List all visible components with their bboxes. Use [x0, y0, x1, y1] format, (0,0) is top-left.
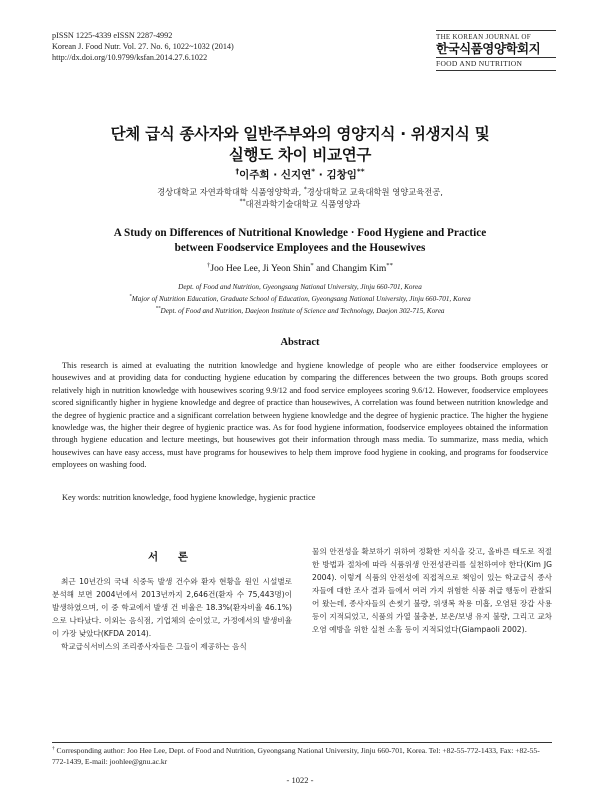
abstract-text: This research is aimed at evaluating the nutrition knowledge and hygiene knowledge of people who are either foodservice employees or housewives and at providing data for conducting hygiene education by comparing the differences between the two groups. Both groups scored relatively high in nutrition knowledge with housewives scoring 9.9/12 and food service employees scoring 9.6/12. However, foodservice employees scored significantly higher in hygiene knowledge and degree of practice than housewives, A correlation was found between nutrition knowledge and the degree of hygienic practice and a significant correlation between hygiene knowledge and the degree of hygienic practice. The higher the hygiene knowledge was, the higher their degree of hygienic practice was. As for food hygiene information, foodservice employees obtained the information through hygiene education and lecture meetings, but housewives got their information through mass media. To summarize, mass media, which housewives can have easy access, must have programs for housewives to help them improve food hygiene in cooking, and programs for foodservice employees on washing food.: [52, 361, 548, 470]
korean-authors: [0, 167, 600, 182]
paragraph: 물의 안전성을 확보하기 위하여 정확한 지식을 갖고, 올바른 태도로 적절한 방법과 절차에 따라 식품위생 안전성관리를 실천하여야 한다(Kim JG 2004). 이렇게 식품의 안전성에 직접적으로 책임이 있는 학교급식 종사자들에 대한 조사 결과 들에서 여러 가지 위험한 식품 취급 행동이 관찰되어 왔는데, 종사자들의 손씻기 불량, 위생복 착용 미흡, 오염된 장갑 사용 등이 지적되었고, 식품의 가열 불충분, 보온/보냉 유지 불량, 그리고 교차오염 예방을 위한 실천 소홀 등이 지적되었다(Giampaoli 2002).: [312, 547, 552, 634]
english-title-line1: A Study on Differences of Nutritional Knowledge · Food Hygiene and Practice: [113, 227, 487, 239]
author-mark: *: [311, 166, 316, 176]
affil-en-1: Dept. of Food and Nutrition, Gyeongsang National University, Jinju 660-701, Korea: [178, 283, 422, 291]
korean-title-line1: 단체 급식 종사자와 일반주부와의 영양지식 · 위생지식 및: [110, 125, 490, 143]
korean-title-line2: 실행도 차이 비교연구: [228, 146, 372, 164]
affil-mark: **: [239, 199, 246, 206]
affil-ko-2: 경상대학교 교육대학원 영양교육전공,: [306, 187, 443, 197]
footnote: [52, 745, 552, 767]
author-names: Joo Hee Lee, Ji Yeon Shin: [210, 264, 311, 274]
header-meta: [52, 30, 234, 63]
issn-line: pISSN 1225-4339 eISSN 2287-4992: [52, 31, 173, 40]
page-number: - 1022 -: [286, 775, 314, 785]
author-sep: ·: [315, 169, 327, 181]
affil-en-2: Major of Nutrition Education, Graduate School of Education, Gyeongsang National University, Jinju 660-701, Korea: [131, 295, 471, 303]
affil-en-3: Dept. of Food and Nutrition, Daejeon Institute of Science and Technology, Daejon 302-715, Korea: [160, 307, 445, 315]
affil-mark: *: [303, 187, 307, 194]
english-title: [50, 226, 550, 256]
doi-link[interactable]: http://dx.doi.org/10.9799/ksfan.2014.27.6.1022: [52, 53, 208, 62]
footnote-divider: [52, 742, 552, 743]
keywords: Key words: nutrition knowledge, food hygiene knowledge, hygienic practice: [62, 493, 316, 502]
journal-korean: 한국식품영양학회지: [436, 41, 541, 56]
affil-ko-1: 경상대학교 자연과학대학 식품영양학과,: [157, 187, 304, 197]
author-mark: †: [207, 261, 211, 269]
section-heading: 서 론: [148, 551, 196, 563]
affil-mark: **: [155, 306, 161, 312]
footnote-text: Corresponding author: Joo Hee Lee, Dept. of Food and Nutrition, Gyeongsang National University, Jinju 660-701, Korea. Tel: +82-55-772-1433, Fax: +82-55-772-1439, E-mail: joohlee@gnu.ac.kr: [52, 746, 540, 766]
affil-ko-3: 대전과학기술대학교 식품영양과: [245, 199, 361, 209]
author-mark: **: [356, 166, 365, 176]
affil-mark: *: [129, 294, 132, 300]
citation-line: Korean J. Food Nutr. Vol. 27. No. 6, 1022~1032 (2014): [52, 42, 234, 51]
right-column: [312, 545, 552, 636]
footnote-mark: †: [52, 745, 55, 752]
english-title-line2: between Foodservice Employees and the Housewives: [174, 242, 426, 254]
author-name: 김창임: [326, 169, 357, 181]
abstract-heading: Abstract: [280, 337, 320, 348]
english-affiliations: [40, 281, 560, 317]
author-mark: †: [235, 166, 240, 176]
paragraph: 학교급식서비스의 조리종사자들은 그들이 제공하는 음식: [61, 642, 247, 651]
author-names: and Changim Kim: [313, 264, 387, 274]
author-mark: *: [310, 261, 314, 269]
journal-bottom: FOOD AND NUTRITION: [436, 57, 556, 68]
journal-logo: [436, 30, 556, 71]
korean-title: [40, 124, 560, 166]
left-column: [52, 545, 292, 653]
author-mark: **: [386, 261, 393, 269]
english-authors: [0, 261, 600, 274]
paragraph: 최근 10년간의 국내 식중독 발생 건수와 환자 현황을 원인 시설별로 분석해 보면 2004년에서 2013년까지 2,646건(환자 수 75,443명)이 발생하였으며, 이 중 학교에서 발생 건 비율은 18.3%(환자비율 46.1%)으로 나타났다. 이외는 음식점, 기업체의 순이었고, 가정에서의 발생비율이 가장 낮았다(KFDA 2014).: [52, 577, 292, 638]
korean-affiliations: [0, 186, 600, 210]
journal-top: THE KOREAN JOURNAL OF: [436, 33, 531, 41]
author-names: 이주희 · 신지연: [239, 169, 312, 181]
